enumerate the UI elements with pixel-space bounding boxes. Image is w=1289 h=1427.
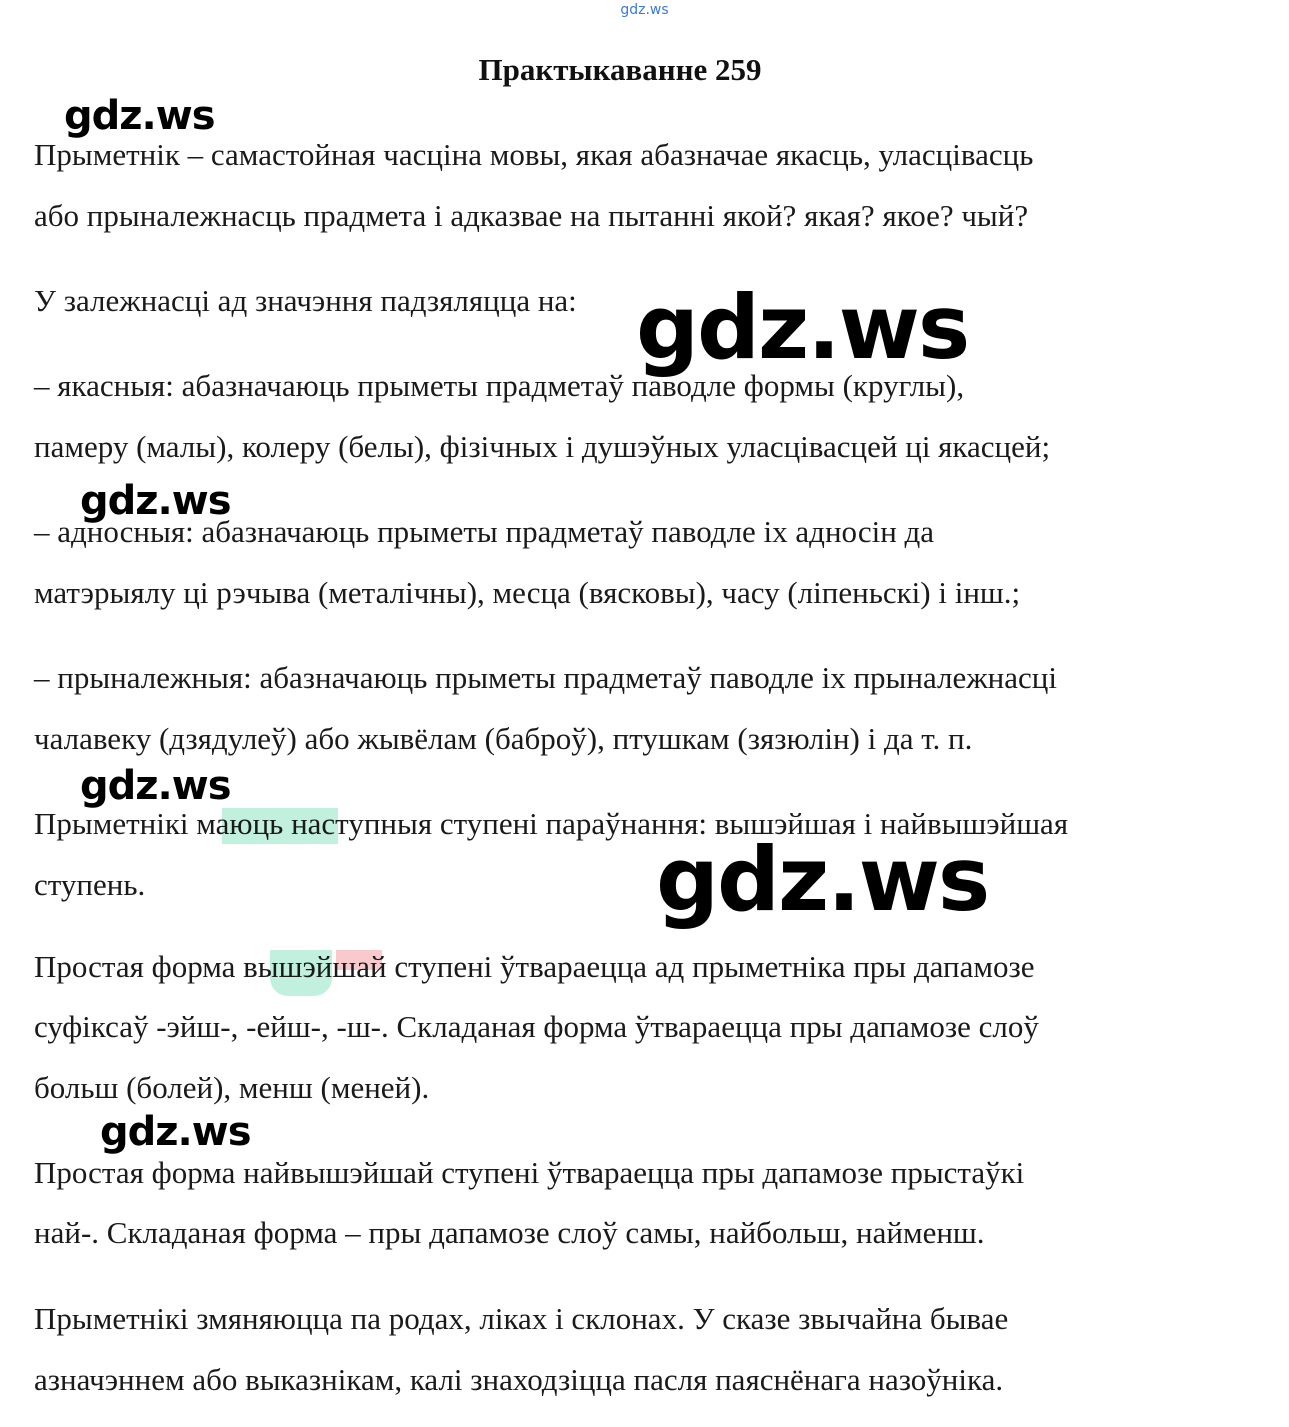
- text-line: – прыналежныя: абазначаюць прыметы прадметаў паводле іх прыналежнасці: [34, 660, 1057, 695]
- text-line: У залежнасці ад значэння падзяляцца на:: [34, 283, 577, 318]
- text-line: – якасныя: абазначаюць прыметы прадметаў паводле формы (круглы),: [34, 368, 965, 403]
- watermark: gdz.ws: [80, 763, 231, 809]
- watermark: gdz.ws: [100, 1109, 251, 1155]
- watermark: gdz.ws: [636, 276, 969, 379]
- watermark: gdz.ws: [656, 828, 989, 931]
- text-line: матэрыялу ці рэчыва (металічны), месца (вясковы), часу (ліпеньскі) і інш.;: [34, 575, 1021, 610]
- text-line: або прыналежнасць прадмета і адказвае на пытанні якой? якая? якое? чый?: [34, 198, 1029, 233]
- text-line: азначэннем або выказнікам, калі знаходзіцца пасля паяснёнага назоўніка.: [34, 1362, 1004, 1397]
- text-line: Простая форма найвышэйшай ступені ўтвараецца пры дапамозе прыстаўкі: [34, 1155, 1025, 1190]
- text-line: Прыметнікі змяняюцца па родах, ліках і склонах. У сказе звычайна бывае: [34, 1301, 1009, 1336]
- text-line: памеру (малы), колеру (белы), фізічных і душэўных уласцівасцей ці якасцей;: [34, 429, 1051, 464]
- page-title: Практыкаванне 259: [478, 52, 762, 87]
- text-line: най-. Складаная форма – пры дапамозе слоў самы, найбольш, найменш.: [34, 1215, 985, 1250]
- text-line: чалавеку (дзядулеў) або жывёлам (баброў), птушкам (зязюлін) і да т. п.: [34, 721, 973, 756]
- text-line: Прыметнікі маюць наступныя ступені параўнання: вышэйшая і найвышэйшая: [34, 806, 1069, 841]
- text-line: – адносныя: абазначаюць прыметы прадметаў паводле іх адносін да: [34, 514, 935, 549]
- watermark: gdz.ws: [80, 478, 231, 524]
- text-line: ступень.: [34, 867, 146, 902]
- text-line: Простая форма вышэйшай ступені ўтвараецца ад прыметніка пры дапамозе: [34, 949, 1035, 984]
- text-line: суфіксаў -эйш-, -ейш-, -ш-. Складаная форма ўтвараецца пры дапамозе слоў: [34, 1009, 1039, 1044]
- header-watermark: gdz.ws: [620, 2, 669, 18]
- text-line: больш (болей), менш (меней).: [34, 1070, 430, 1105]
- watermark: gdz.ws: [64, 93, 215, 139]
- text-line: Прыметнік – самастойная часціна мовы, якая абазначае якасць, уласцівасць: [34, 137, 1034, 172]
